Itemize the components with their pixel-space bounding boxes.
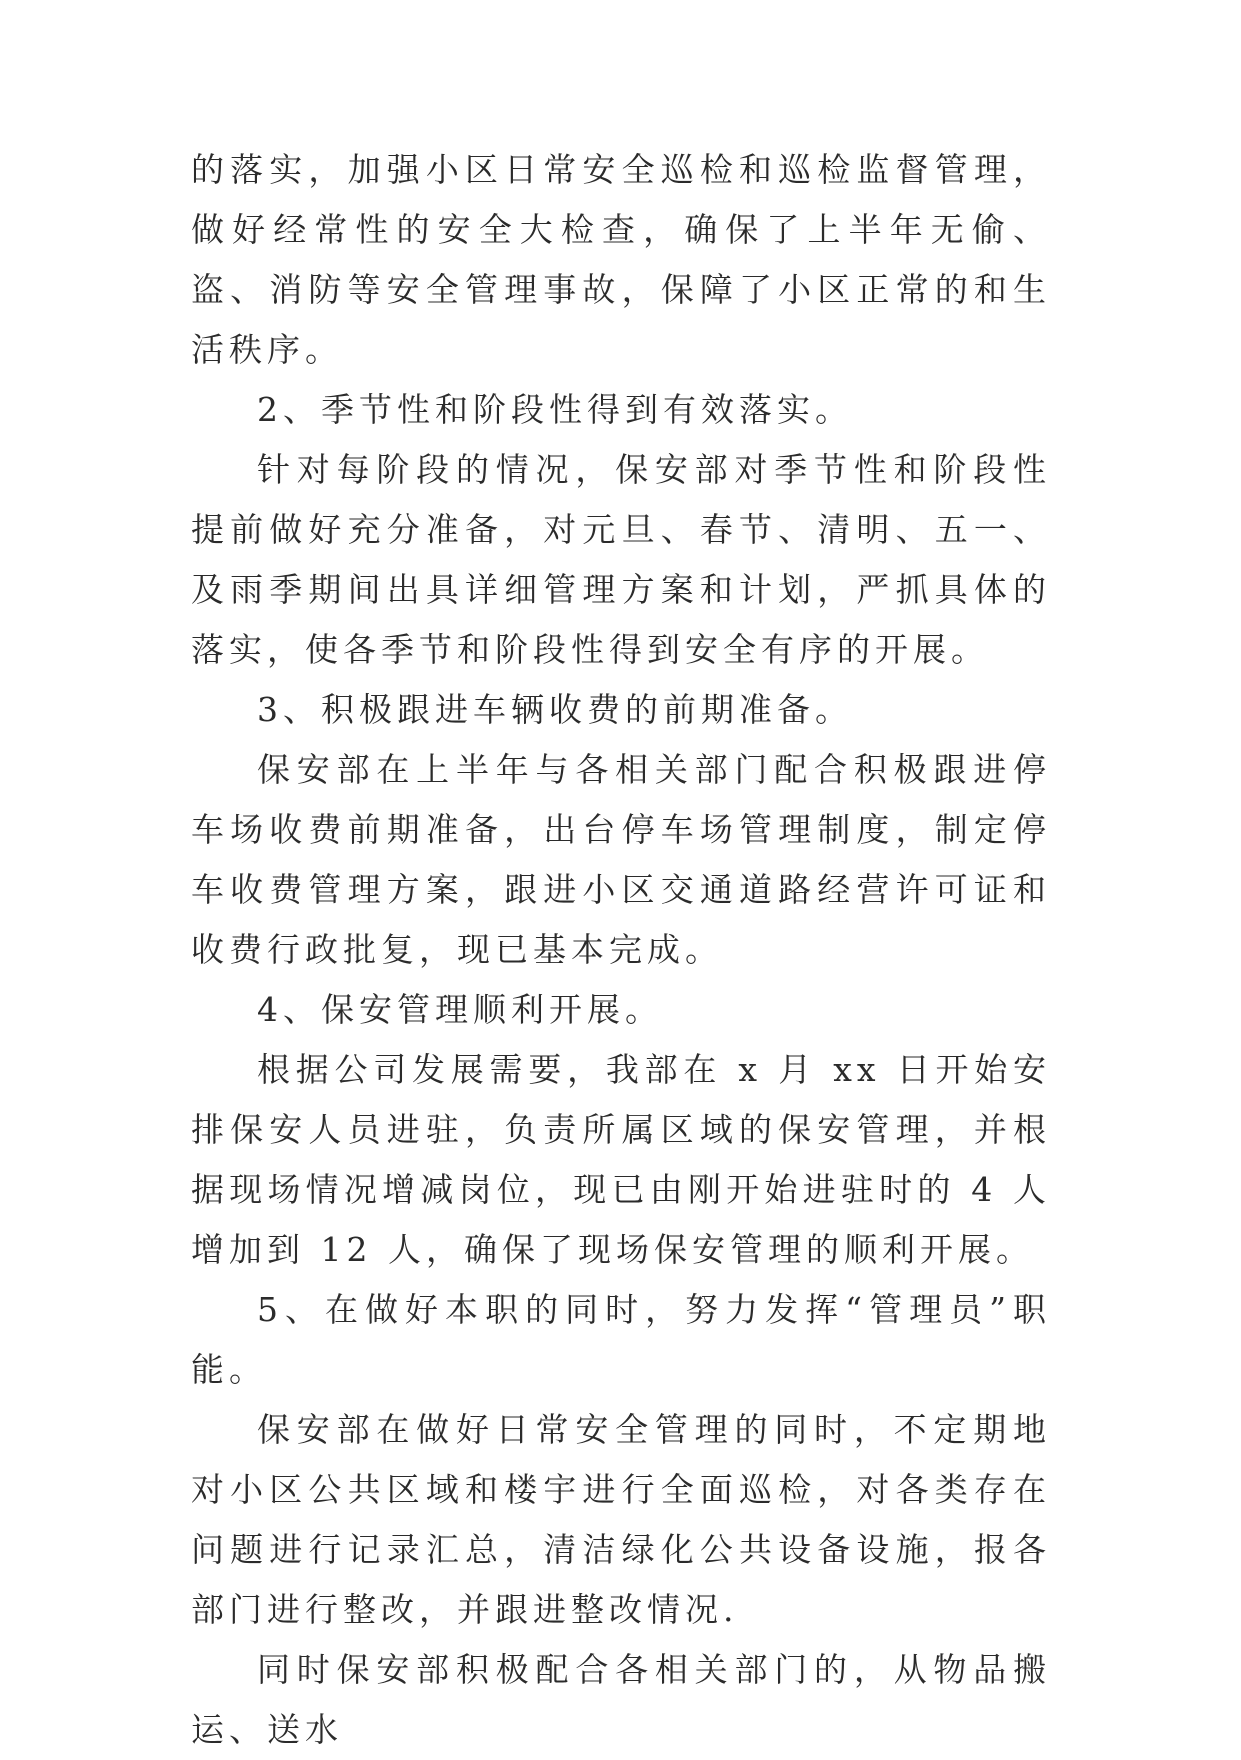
paragraph-continuation: 的落实，加强小区日常安全巡检和巡检监督管理，做好经常性的安全大检查，确保了上半年无偷、盗、消防等安全管理事故，保障了小区正常的和生活秩序。 [191, 150, 1051, 369]
heading-item-3: 3、积极跟进车辆收费的前期准备。 [257, 690, 853, 729]
paragraph-item-5: 保安部在做好日常安全管理的同时，不定期地对小区公共区域和楼宇进行全面巡检，对各类存在问题进行记录汇总，清洁绿化公共设备设施，报各部门进行整改，并跟进整改情况. [191, 1410, 1051, 1629]
heading-item-5: 5、在做好本职的同时，努力发挥“管理员”职能。 [191, 1290, 1051, 1389]
heading-item-4: 4、保安管理顺利开展。 [257, 990, 663, 1029]
paragraph-item-4: 根据公司发展需要，我部在 x 月 xx 日开始安排保安人员进驻，负责所属区域的保安管理，并根据现场情况增减岗位，现已由刚开始进驻时的 4 人增加到 12 人，确保了现场保安管理的顺利开展。 [191, 1050, 1051, 1269]
body-text [191, 140, 1051, 1760]
heading-item-2: 2、季节性和阶段性得到有效落实。 [257, 390, 853, 429]
paragraph-cooperation: 同时保安部积极配合各相关部门的，从物品搬运、送水 [191, 1650, 1051, 1749]
paragraph-item-2: 针对每阶段的情况，保安部对季节性和阶段性提前做好充分准备，对元旦、春节、清明、五一、及雨季期间出具详细管理方案和计划，严抓具体的落实，使各季节和阶段性得到安全有序的开展。 [191, 450, 1051, 669]
paragraph-item-3: 保安部在上半年与各相关部门配合积极跟进停车场收费前期准备，出台停车场管理制度，制定停车收费管理方案，跟进小区交通道路经营许可证和收费行政批复，现已基本完成。 [191, 750, 1051, 969]
